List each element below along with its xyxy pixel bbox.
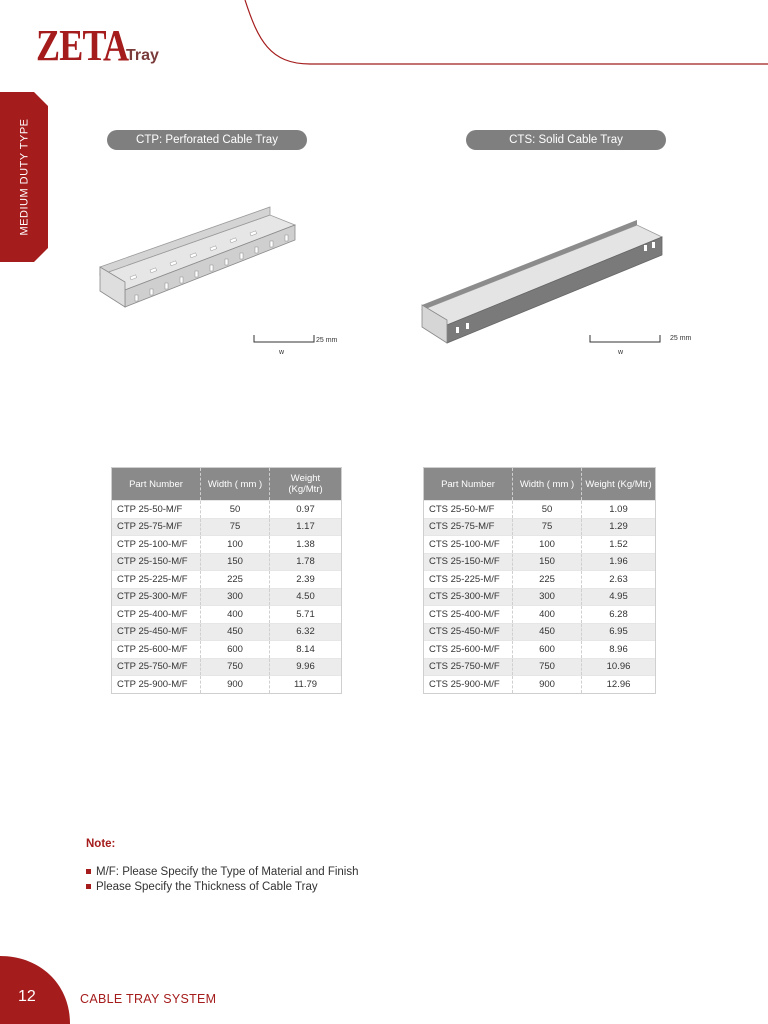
width-cell: 750	[513, 658, 582, 676]
width-cell: 100	[513, 536, 582, 554]
part-number-cell: CTP 25-750-M/F	[112, 658, 201, 676]
weight-cell: 10.96	[582, 658, 656, 676]
table-row	[424, 658, 655, 676]
note-item: Please Specify the Thickness of Cable Tray	[86, 879, 359, 894]
weight-cell: 4.95	[582, 588, 656, 606]
part-number-cell: CTP 25-600-M/F	[112, 641, 201, 659]
bullet-icon	[86, 869, 91, 874]
column-header: Weight (Kg/Mtr)	[270, 468, 342, 501]
solid-tray-image	[412, 215, 672, 345]
width-cell: 450	[201, 623, 270, 641]
table-row	[112, 501, 341, 519]
cts-dim-width: w	[618, 349, 624, 356]
width-cell: 150	[201, 553, 270, 571]
weight-cell: 11.79	[270, 676, 342, 693]
table-row	[112, 676, 341, 693]
width-cell: 225	[513, 571, 582, 589]
column-header: Weight (Kg/Mtr)	[582, 468, 656, 501]
table-row	[424, 553, 655, 571]
column-header: Part Number	[112, 468, 201, 501]
weight-cell: 1.52	[582, 536, 656, 554]
product-title-ctp: CTP: Perforated Cable Tray	[107, 130, 307, 150]
ctp-dim-width: w	[279, 349, 285, 356]
note-title: Note:	[86, 838, 116, 850]
note-item: M/F: Please Specify the Type of Material and Finish	[86, 864, 359, 879]
weight-cell: 6.28	[582, 606, 656, 624]
weight-cell: 2.39	[270, 571, 342, 589]
part-number-cell: CTS 25-400-M/F	[424, 606, 513, 624]
part-number-cell: CTS 25-450-M/F	[424, 623, 513, 641]
part-number-cell: CTS 25-225-M/F	[424, 571, 513, 589]
side-tab-label: MEDIUM DUTY TYPE	[18, 118, 30, 236]
ctp-specs-table	[111, 467, 342, 694]
part-number-cell: CTP 25-75-M/F	[112, 518, 201, 536]
ctp-table-body	[112, 501, 341, 693]
width-cell: 75	[513, 518, 582, 536]
table-row	[112, 518, 341, 536]
width-cell: 400	[513, 606, 582, 624]
weight-cell: 1.78	[270, 553, 342, 571]
cts-table-body	[424, 501, 655, 693]
weight-cell: 1.29	[582, 518, 656, 536]
column-header: Width ( mm )	[201, 468, 270, 501]
table-row	[424, 641, 655, 659]
width-cell: 50	[201, 501, 270, 519]
weight-cell: 12.96	[582, 676, 656, 693]
weight-cell: 1.38	[270, 536, 342, 554]
column-header: Width ( mm )	[513, 468, 582, 501]
part-number-cell: CTP 25-900-M/F	[112, 676, 201, 693]
table-row	[424, 623, 655, 641]
part-number-cell: CTP 25-400-M/F	[112, 606, 201, 624]
width-cell: 300	[513, 588, 582, 606]
page-number-badge	[0, 954, 72, 1024]
page-number: 12	[18, 988, 36, 1005]
cts-specs-table	[423, 467, 656, 694]
weight-cell: 1.96	[582, 553, 656, 571]
cts-dimension-diagram	[588, 333, 668, 353]
weight-cell: 8.14	[270, 641, 342, 659]
weight-cell: 1.09	[582, 501, 656, 519]
width-cell: 450	[513, 623, 582, 641]
table-row	[112, 606, 341, 624]
weight-cell: 8.96	[582, 641, 656, 659]
part-number-cell: CTP 25-50-M/F	[112, 501, 201, 519]
ctp-dimension-diagram	[252, 333, 322, 353]
part-number-cell: CTP 25-300-M/F	[112, 588, 201, 606]
width-cell: 900	[513, 676, 582, 693]
table-row	[112, 553, 341, 571]
ctp-dim-height: 25 mm	[316, 337, 338, 344]
bullet-icon	[86, 884, 91, 889]
part-number-cell: CTS 25-75-M/F	[424, 518, 513, 536]
width-cell: 300	[201, 588, 270, 606]
width-cell: 900	[201, 676, 270, 693]
table-row	[424, 518, 655, 536]
weight-cell: 2.63	[582, 571, 656, 589]
width-cell: 600	[513, 641, 582, 659]
width-cell: 75	[201, 518, 270, 536]
weight-cell: 5.71	[270, 606, 342, 624]
brand-logo: ZETA	[36, 21, 129, 70]
part-number-cell: CTS 25-600-M/F	[424, 641, 513, 659]
part-number-cell: CTS 25-300-M/F	[424, 588, 513, 606]
part-number-cell: CTS 25-900-M/F	[424, 676, 513, 693]
cts-dim-height: 25 mm	[670, 335, 692, 342]
part-number-cell: CTP 25-100-M/F	[112, 536, 201, 554]
weight-cell: 6.95	[582, 623, 656, 641]
table-row	[424, 606, 655, 624]
part-number-cell: CTS 25-50-M/F	[424, 501, 513, 519]
table-row	[424, 501, 655, 519]
table-row	[112, 641, 341, 659]
weight-cell: 1.17	[270, 518, 342, 536]
weight-cell: 4.50	[270, 588, 342, 606]
width-cell: 750	[201, 658, 270, 676]
part-number-cell: CTS 25-150-M/F	[424, 553, 513, 571]
weight-cell: 9.96	[270, 658, 342, 676]
part-number-cell: CTP 25-225-M/F	[112, 571, 201, 589]
column-header: Part Number	[424, 468, 513, 501]
brand-logo-suffix: Tray	[126, 47, 159, 64]
table-row	[112, 658, 341, 676]
table-row	[424, 571, 655, 589]
part-number-cell: CTP 25-450-M/F	[112, 623, 201, 641]
width-cell: 150	[513, 553, 582, 571]
width-cell: 400	[201, 606, 270, 624]
part-number-cell: CTP 25-150-M/F	[112, 553, 201, 571]
table-row	[112, 536, 341, 554]
table-row	[424, 676, 655, 693]
part-number-cell: CTS 25-750-M/F	[424, 658, 513, 676]
product-title-cts: CTS: Solid Cable Tray	[466, 130, 666, 150]
weight-cell: 6.32	[270, 623, 342, 641]
table-row	[112, 588, 341, 606]
table-row	[112, 571, 341, 589]
table-row	[424, 588, 655, 606]
part-number-cell: CTS 25-100-M/F	[424, 536, 513, 554]
width-cell: 225	[201, 571, 270, 589]
width-cell: 50	[513, 501, 582, 519]
width-cell: 100	[201, 536, 270, 554]
weight-cell: 0.97	[270, 501, 342, 519]
note-list	[86, 864, 359, 894]
perforated-tray-image	[90, 195, 320, 325]
width-cell: 600	[201, 641, 270, 659]
footer-title: CABLE TRAY SYSTEM	[80, 992, 217, 1006]
table-row	[424, 536, 655, 554]
table-row	[112, 623, 341, 641]
